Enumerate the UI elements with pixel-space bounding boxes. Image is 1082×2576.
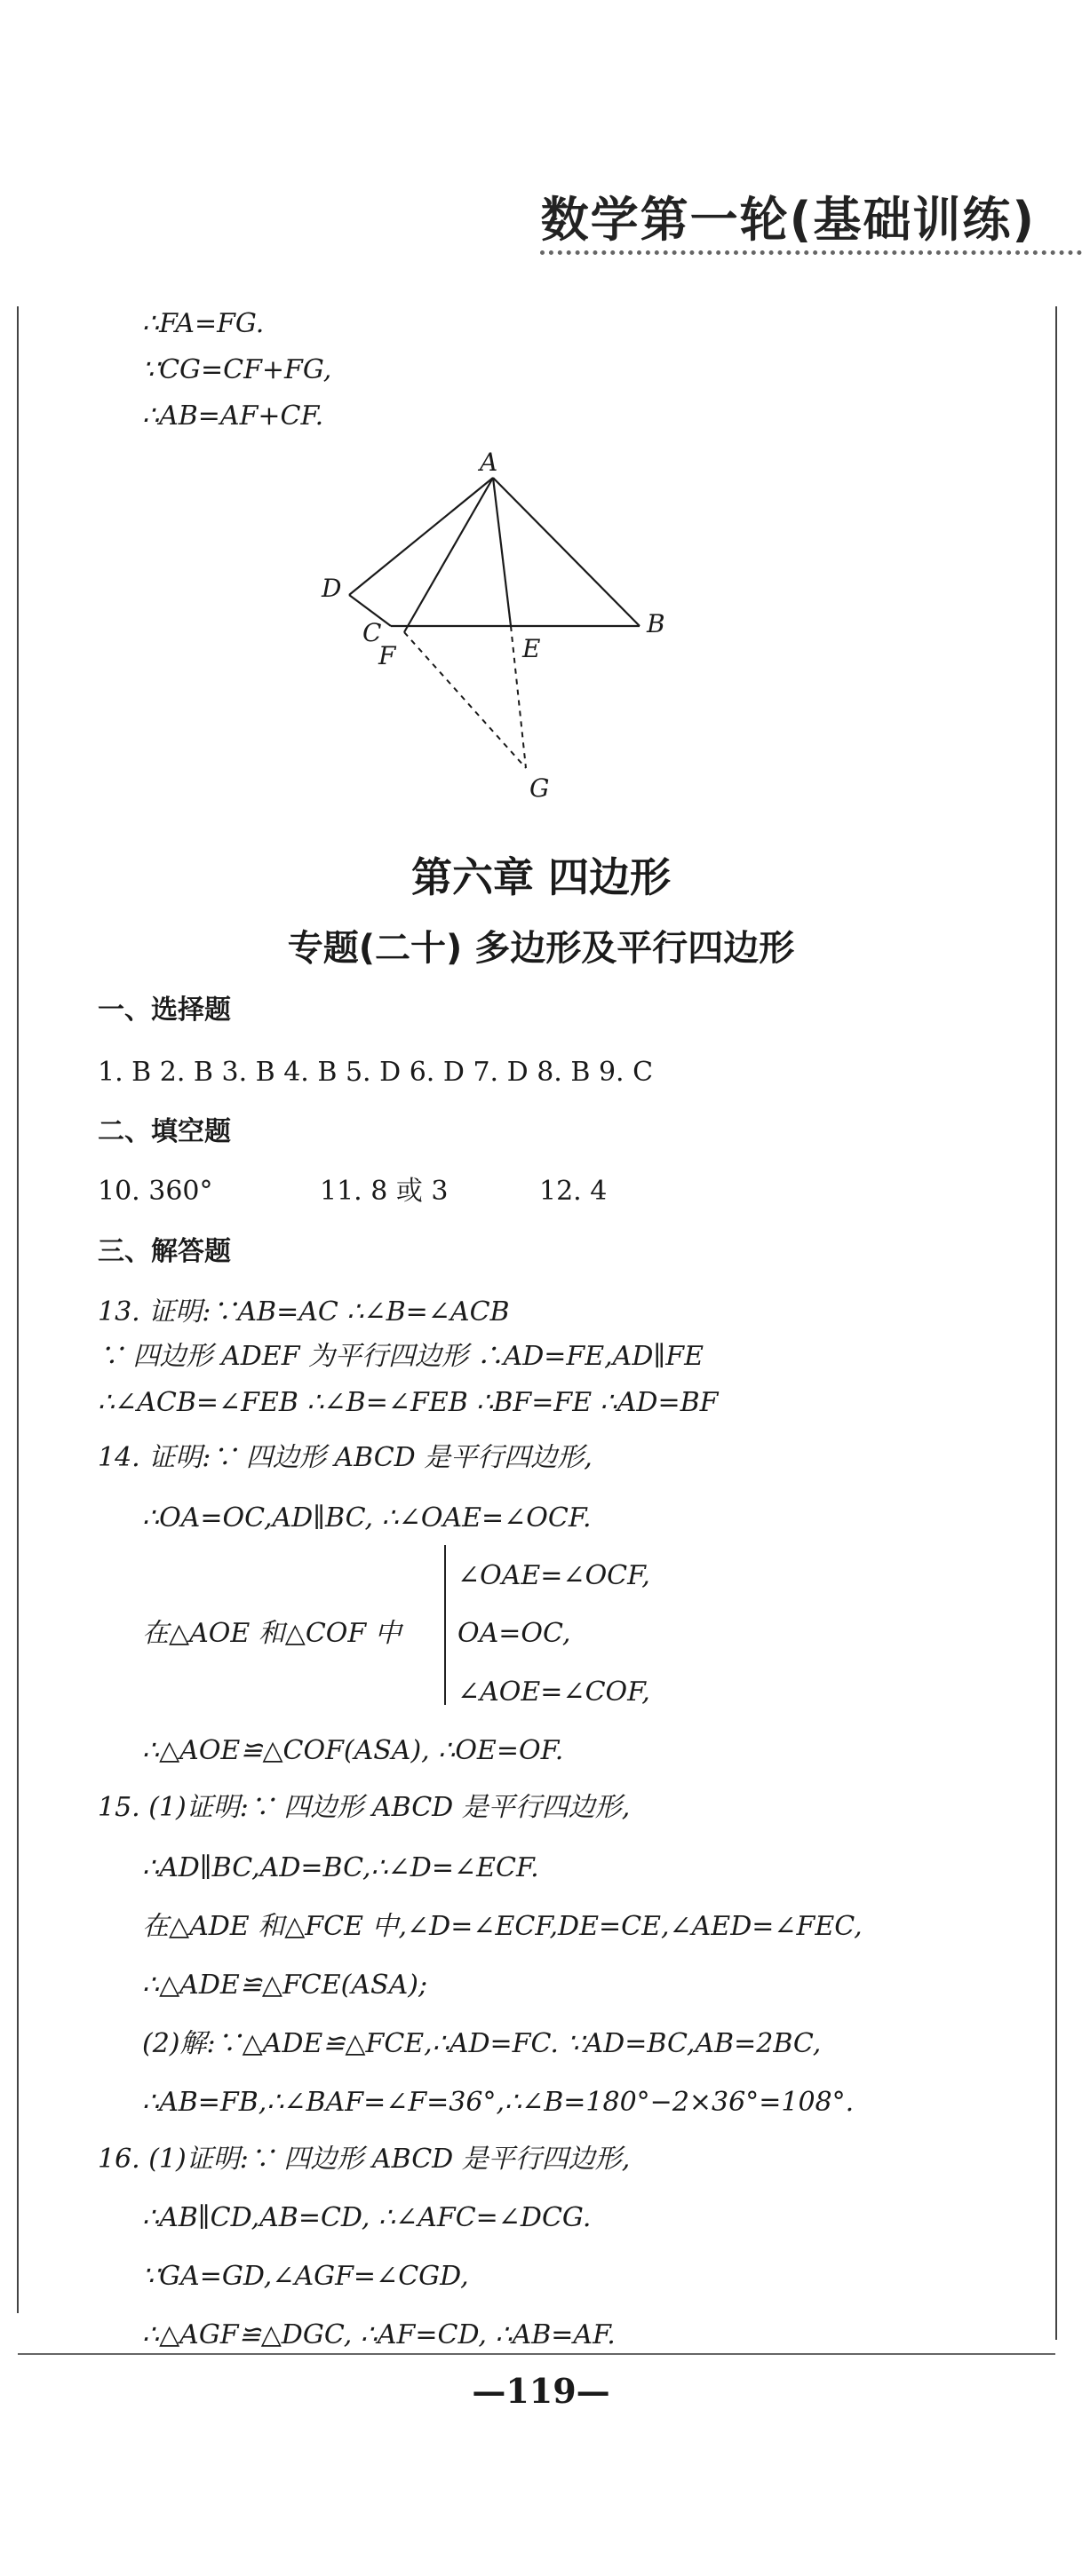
q16-line: 16. (1)证明:∵ 四边形 ABCD 是平行四边形, bbox=[98, 2144, 631, 2175]
segment-AD bbox=[349, 478, 493, 595]
proof-line: ∴FA=FG. bbox=[142, 308, 265, 339]
geometry-figure bbox=[0, 0, 1082, 817]
q13-line: 13. 证明:∵AB=AC ∴∠B=∠ACB bbox=[98, 1296, 510, 1328]
bottom-rule bbox=[18, 2353, 1055, 2355]
q15-line: ∴AB=FB,∴∠BAF=∠F=36°,∴∠B=180°−2×36°=108°. bbox=[142, 2087, 855, 2118]
q16-line: ∴△AGF≌△DGC, ∴AF=CD, ∴AB=AF. bbox=[142, 2319, 616, 2350]
q15-line: 在△ADE 和△FCE 中,∠D=∠ECF,DE=CE,∠AED=∠FEC, bbox=[142, 1911, 863, 1942]
q16-line: ∵GA=GD,∠AGF=∠CGD, bbox=[142, 2261, 469, 2292]
topic-title: 专题(二十) 多边形及平行四边形 bbox=[287, 928, 795, 969]
q16-line: ∴AB∥CD,AB=CD, ∴∠AFC=∠DCG. bbox=[142, 2202, 592, 2233]
section-heading-solve: 三、解答题 bbox=[98, 1236, 231, 1267]
fill-answer-11: 11. 8 或 3 bbox=[320, 1176, 449, 1207]
q14-line: ∴OA=OC,AD∥BC, ∴∠OAE=∠OCF. bbox=[142, 1502, 592, 1534]
proof-line: ∴AB=AF+CF. bbox=[142, 400, 324, 432]
segment-AE bbox=[493, 478, 511, 626]
label-A: A bbox=[480, 448, 498, 477]
page-number: —119— bbox=[472, 2371, 610, 2411]
segment-AF bbox=[404, 478, 493, 632]
q14-brace-prefix: 在△AOE 和△COF 中 bbox=[142, 1618, 402, 1649]
fill-answer-10: 10. 360° bbox=[98, 1176, 213, 1207]
q15-line: (2)解:∵△ADE≌△FCE,∴AD=FC. ∵AD=BC,AB=2BC, bbox=[142, 2028, 822, 2059]
q14-brace-line: OA=OC, bbox=[457, 1618, 571, 1649]
q14-brace-line: ∠OAE=∠OCF, bbox=[457, 1560, 650, 1591]
label-D: D bbox=[322, 574, 342, 603]
section-heading-fill: 二、填空题 bbox=[98, 1116, 231, 1147]
label-G: G bbox=[529, 773, 550, 803]
segment-FG-dashed bbox=[404, 632, 526, 768]
q14-brace-line: ∠AOE=∠COF, bbox=[457, 1676, 650, 1708]
section-heading-choice: 一、选择题 bbox=[98, 995, 231, 1026]
q14-line: ∴△AOE≌△COF(ASA), ∴OE=OF. bbox=[142, 1735, 564, 1766]
choice-answers: 1. B 2. B 3. B 4. B 5. D 6. D 7. D 8. B 9. C bbox=[98, 1057, 654, 1088]
q14-line: 14. 证明:∵ 四边形 ABCD 是平行四边形, bbox=[98, 1442, 593, 1473]
q15-line: ∴AD∥BC,AD=BC,∴∠D=∠ECF. bbox=[142, 1852, 539, 1883]
q15-line: 15. (1)证明:∵ 四边形 ABCD 是平行四边形, bbox=[98, 1792, 631, 1823]
fill-answer-12: 12. 4 bbox=[539, 1176, 608, 1207]
q13-line: ∴∠ACB=∠FEB ∴∠B=∠FEB ∴BF=FE ∴AD=BF bbox=[98, 1387, 719, 1418]
header-title: 数学第一轮(基础训练) bbox=[540, 192, 1036, 248]
label-C: C bbox=[362, 618, 382, 647]
proof-line: ∵CG=CF+FG, bbox=[142, 354, 332, 385]
q14-brace bbox=[444, 1545, 453, 1705]
label-F: F bbox=[378, 641, 396, 670]
chapter-title: 第六章 四边形 bbox=[410, 853, 671, 901]
label-E: E bbox=[522, 634, 541, 663]
label-B: B bbox=[647, 609, 665, 638]
q13-line: ∵ 四边形 ADEF 为平行四边形 ∴AD=FE,AD∥FE bbox=[98, 1341, 704, 1372]
segment-BA bbox=[493, 478, 640, 626]
q15-line: ∴△ADE≌△FCE(ASA); bbox=[142, 1970, 428, 2001]
